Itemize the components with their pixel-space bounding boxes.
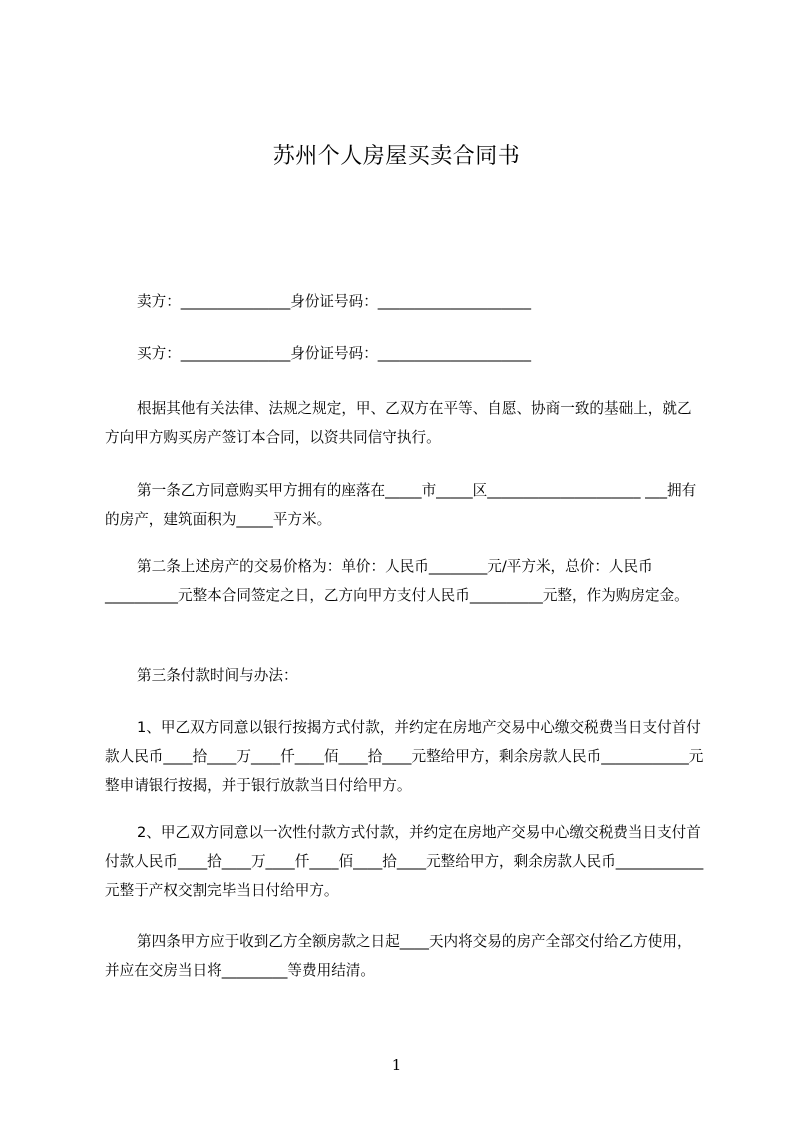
article-1: 第一条乙方同意购买甲方拥有的座落在_____市_____区_____________________ ___拥有的房产，建筑面积为_____平方米。 bbox=[105, 482, 697, 528]
article-4: 第四条甲方应于收到乙方全额房款之日起____天内将交易的房产全部交付给乙方使用，并应在交房当日将_________等费用结清。 bbox=[105, 933, 692, 979]
page-title: 苏州个人房屋买卖合同书 bbox=[272, 144, 521, 169]
article-3-item-2: 2、甲乙双方同意以一次性付款方式付款，并约定在房地产交易中心缴交税费当日支付首付款人民币____拾____万____仟____佰____拾____元整给甲方，剩余房款人民币____________元整于产权交割完毕当日付给甲方。 bbox=[105, 824, 704, 899]
article-3-item-1: 1、甲乙双方同意以银行按揭方式付款，并约定在房地产交易中心缴交税费当日支付首付款人民币____拾____万____仟____佰____拾____元整给甲方，剩余房款人民币____________元整申请银行按揭，并于银行放款当日付给甲方。 bbox=[105, 719, 704, 794]
page-number: 1 bbox=[391, 1056, 402, 1074]
buyer-line: 买方：_______________身份证号码：_____________________ bbox=[137, 345, 532, 362]
article-3-heading: 第三条付款时间与办法： bbox=[137, 667, 298, 684]
intro-paragraph: 根据其他有关法律、法规之规定，甲、乙双方在平等、自愿、协商一致的基础上，就乙方向甲方购买房产签订本合同，以资共同信守执行。 bbox=[105, 400, 692, 446]
seller-line: 卖方：_______________身份证号码：_____________________ bbox=[137, 293, 532, 310]
article-2: 第二条上述房产的交易价格为：单价：人民币________元/平方米，总价：人民币__________元整本合同签定之日，乙方向甲方支付人民币__________元整，作为购房定金。 bbox=[105, 558, 689, 604]
